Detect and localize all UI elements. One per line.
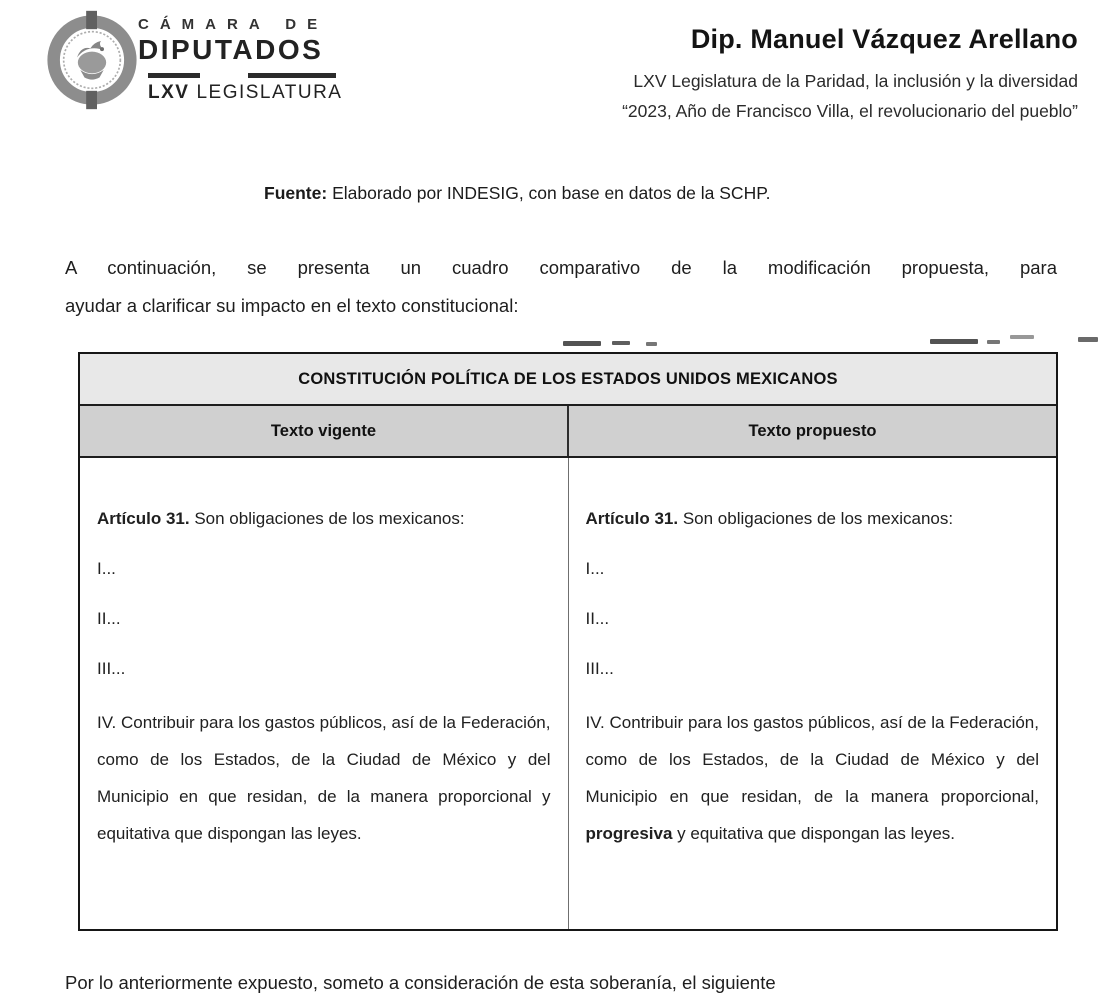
logo-legislatura-word: LEGISLATURA <box>196 82 343 103</box>
table-body-row <box>80 458 1056 929</box>
article-31-heading-propuesto <box>586 500 1040 537</box>
scan-artifact <box>987 340 1000 344</box>
scan-artifact <box>646 342 657 346</box>
logo-camara-de: CÁMARA DE <box>138 16 329 33</box>
fraction-iv-propuesto <box>586 704 1040 852</box>
cell-texto-propuesto <box>569 458 1057 929</box>
column-header-texto-vigente: Texto vigente <box>80 406 569 456</box>
logo-legislatura <box>148 82 388 104</box>
scan-artifact <box>1078 337 1098 342</box>
scan-artifact <box>563 341 601 346</box>
source-note-label: Fuente: <box>264 183 328 203</box>
fraction-ii-vigente: II... <box>97 609 121 628</box>
deputy-name: Dip. Manuel Vázquez Arellano <box>690 24 1078 54</box>
scan-artifact <box>612 341 630 345</box>
intro-paragraph <box>65 249 1057 325</box>
article-31-heading-vigente <box>97 500 551 537</box>
year-motto: “2023, Año de Francisco Villa, el revolucionario del pueblo” <box>622 101 1078 121</box>
article-text: Son obligaciones de los mexicanos: <box>194 509 465 528</box>
intro-line-2: ayudar a clarificar su impacto en el texto constitucional: <box>65 295 519 316</box>
legislature-subtitle: LXV Legislatura de la Paridad, la inclusión y la diversidad <box>633 71 1078 91</box>
fraction-iii-propuesto: III... <box>585 659 614 678</box>
logo-lxv: LXV <box>148 82 190 103</box>
comparison-table <box>78 352 1058 931</box>
source-note <box>264 183 770 204</box>
fraction-iv-before: IV. Contribuir para los gastos públicos, así de la Federación, como de los Estados, de la Ciudad de México y del Municipio en que residan, de la manera proporcional, <box>585 713 1039 806</box>
scan-artifact <box>930 339 978 344</box>
source-note-text: Elaborado por INDESIG, con base en datos de la SCHP. <box>332 183 771 203</box>
header-right-block <box>622 24 1078 122</box>
fraction-ii-propuesto: II... <box>585 609 610 628</box>
scan-artifact <box>1010 335 1034 339</box>
logo-divider-bars <box>148 73 336 78</box>
fraction-i-propuesto: I... <box>585 559 605 578</box>
article-label: Artículo 31. <box>585 509 679 528</box>
closing-paragraph: Por lo anteriormente expuesto, someto a consideración de esta soberanía, el siguiente <box>65 972 776 993</box>
column-header-texto-propuesto: Texto propuesto <box>748 421 877 440</box>
cell-texto-vigente <box>80 458 569 929</box>
fraction-iii-vigente: III... <box>97 659 126 678</box>
intro-line-1: A continuación, se presenta un cuadro comparativo de la modificación propuesta, para <box>65 257 1057 278</box>
fraction-i-vigente: I... <box>97 559 116 578</box>
logo-wordmark <box>138 16 388 104</box>
fraction-iv-after: y equitativa que dispongan las leyes. <box>677 824 956 843</box>
fraction-iv-emphasis: progresiva <box>585 824 673 843</box>
table-title: CONSTITUCIÓN POLÍTICA DE LOS ESTADOS UNIDOS MEXICANOS <box>80 354 1056 406</box>
logo-diputados: DIPUTADOS <box>138 34 324 65</box>
logo-bar-left <box>148 73 200 78</box>
camara-de-diputados-seal-icon <box>42 8 142 112</box>
logo-bar-right <box>248 73 336 78</box>
article-text: Son obligaciones de los mexicanos: <box>682 509 954 528</box>
fraction-iv-vigente: IV. Contribuir para los gastos públicos, así de la Federación, como de los Estados, de la Ciudad de México y del Municipio en que residan, de la manera proporcional y equitativa que dispongan las leyes. <box>97 713 551 843</box>
table-header-row <box>80 406 1056 458</box>
article-label: Artículo 31. <box>97 509 190 528</box>
